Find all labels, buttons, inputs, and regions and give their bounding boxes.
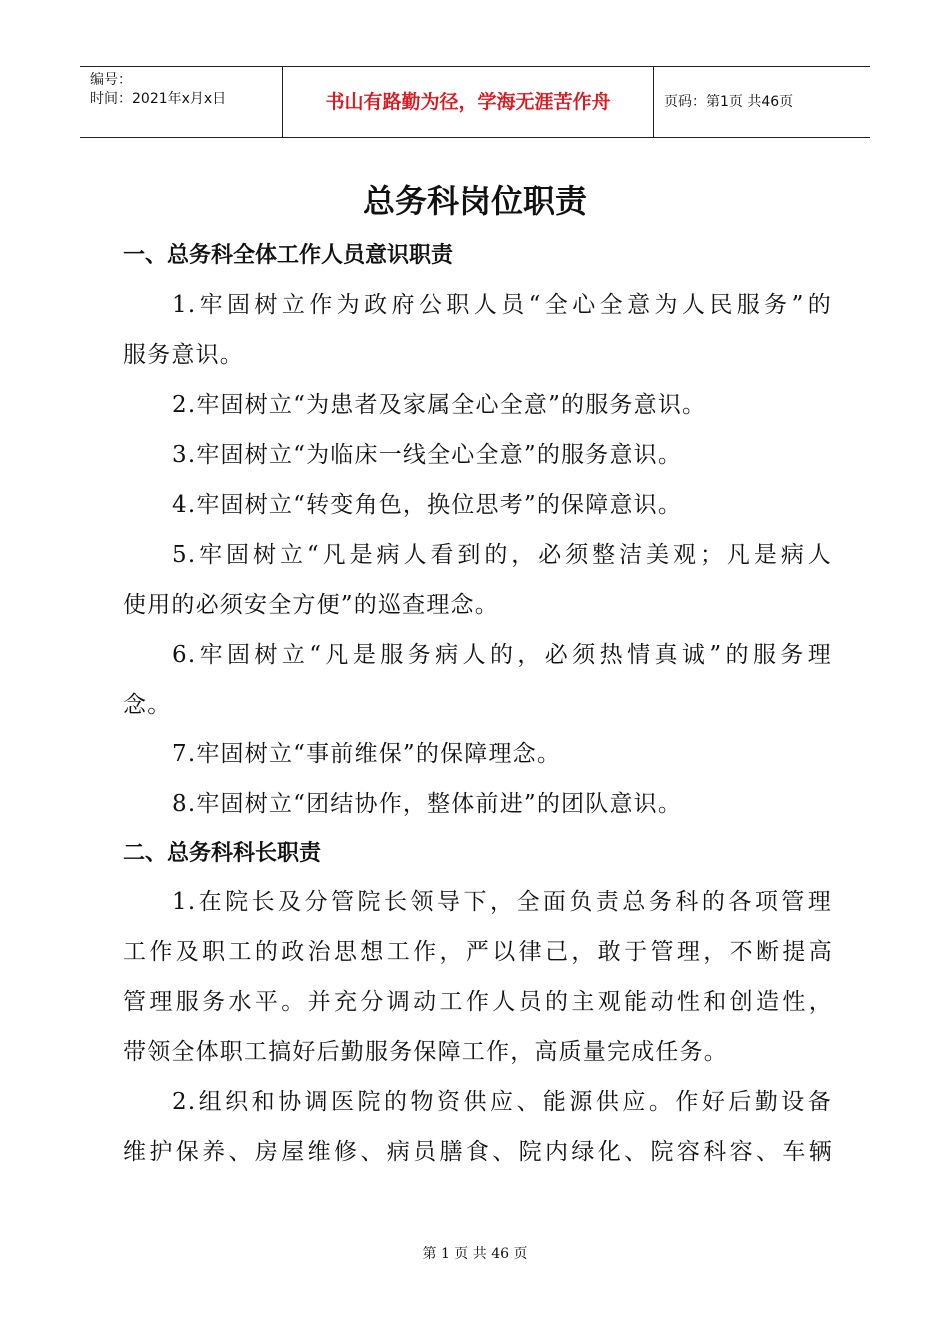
- paragraph-line: 2.组织和协调医院的物资供应、能源供应。作好后勤设备: [172, 1089, 832, 1115]
- paragraph-line: 4.牢固树立“转变角色，换位思考”的保障意识。: [172, 492, 683, 518]
- paragraph-line: 管理服务水平。并充分调动工作人员的主观能动性和创造性，: [123, 989, 833, 1015]
- paragraph-line: 6.牢固树立“凡是服务病人的，必须热情真诚”的服务理: [172, 642, 832, 668]
- paragraph-line: 7.牢固树立“事前维保”的保障理念。: [172, 741, 562, 767]
- time-label: 时间：2021年x月x日: [90, 91, 227, 107]
- paragraph-line: 2.牢固树立“为患者及家属全心全意”的服务意识。: [172, 392, 707, 418]
- header-table: [80, 66, 870, 138]
- paragraph-line: 3.牢固树立“为临床一线全心全意”的服务意识。: [172, 442, 683, 468]
- section-heading-2: 二、总务科科长职责: [123, 841, 322, 866]
- header-meta: [80, 67, 282, 137]
- paragraph-line: 工作及职工的政治思想工作，严以律己，敢于管理，不断提高: [123, 939, 833, 965]
- document-title: 总务科岗位职责: [362, 182, 587, 220]
- paragraph-line: 服务意识。: [123, 342, 244, 368]
- paragraph-line: 带领全体职工搞好后勤服务保障工作，高质量完成任务。: [123, 1039, 728, 1065]
- paragraph-line: 念。: [123, 692, 172, 718]
- paragraph-line: 使用的必须安全方便”的巡查理念。: [123, 592, 499, 618]
- number-label: 编号：: [90, 72, 132, 88]
- page-footer: 第 1 页 共 46 页: [422, 1246, 528, 1262]
- paragraph-line: 1.在院长及分管院长领导下，全面负责总务科的各项管理: [172, 889, 832, 915]
- paragraph-line: 5.牢固树立“凡是病人看到的，必须整洁美观；凡是病人: [172, 542, 832, 568]
- paragraph-line: 1.牢固树立作为政府公职人员“全心全意为人民服务”的: [172, 292, 832, 318]
- header-page-info: 页码：第1页 共46页: [664, 94, 794, 110]
- paragraph-line: 维护保养、房屋维修、病员膳食、院内绿化、院容科容、车辆: [123, 1139, 833, 1165]
- section-heading-1: 一、总务科全体工作人员意识职责: [123, 243, 454, 268]
- header-motto: 书山有路勤为径，学海无涯苦作舟: [282, 67, 654, 137]
- paragraph-line: 8.牢固树立“团结协作，整体前进”的团队意识。: [172, 791, 683, 817]
